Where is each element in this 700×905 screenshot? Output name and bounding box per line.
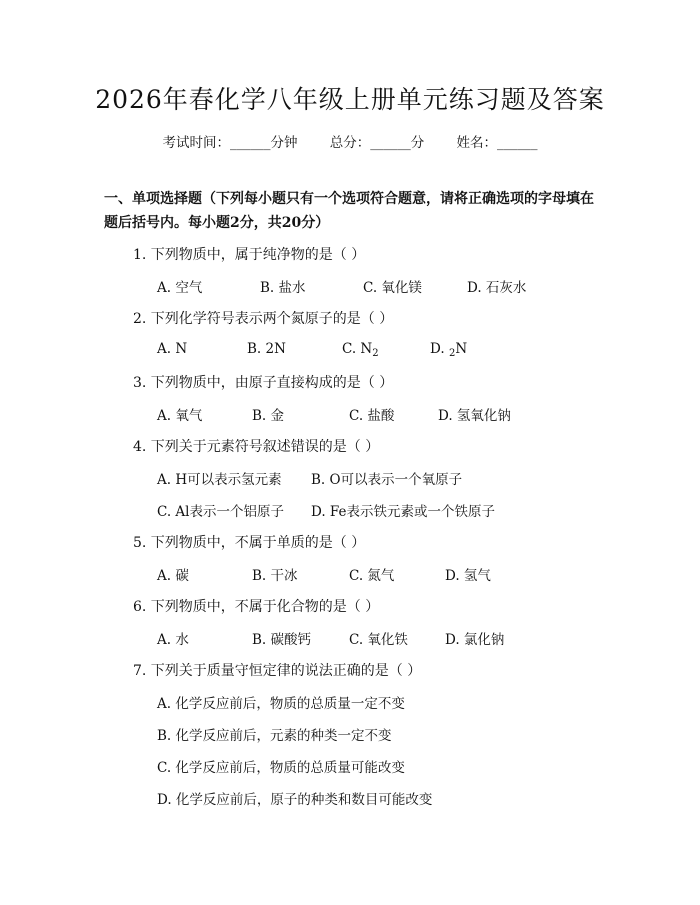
- question-7-option-b: B. 化学反应前后，元素的种类一定不变: [157, 728, 392, 744]
- question-1-option-c: C. 氧化镁: [363, 280, 422, 296]
- question-2-option-c-text: C. N: [342, 341, 373, 357]
- question-7-stem: 7. 下列关于质量守恒定律的说法正确的是（ ）: [133, 663, 422, 679]
- question-2-option-b: B. 2N: [247, 341, 286, 357]
- exam-meta: [0, 131, 700, 151]
- question-3-option-d: D. 氢氧化钠: [438, 408, 511, 424]
- question-7-option-c: C. 化学反应前后，物质的总质量可能改变: [157, 760, 405, 776]
- section-heading: 一、单项选择题（下列每小题只有一个选项符合题意，请将正确选项的字母填在题后括号内。每小题2分，共20分）: [104, 191, 594, 231]
- question-1-option-b: B. 盐水: [260, 280, 306, 296]
- total-score-field: 总分：______分: [329, 135, 425, 151]
- question-6-option-a: A. 水: [157, 632, 189, 648]
- question-3-stem: 3. 下列物质中，由原子直接构成的是（ ）: [133, 375, 394, 391]
- question-6-option-c: C. 氧化铁: [349, 632, 408, 648]
- question-4-stem: 4. 下列关于元素符号叙述错误的是（ ）: [133, 439, 380, 455]
- question-4-option-b: B. O可以表示一个氧原子: [311, 472, 463, 488]
- question-1-option-a: A. 空气: [157, 280, 203, 296]
- question-5-stem: 5. 下列物质中，不属于单质的是（ ）: [133, 535, 366, 551]
- question-1-option-d: D. 石灰水: [467, 280, 527, 296]
- question-2-option-c-subscript: 2: [372, 348, 379, 359]
- question-2-option-d: [430, 341, 467, 357]
- question-5-option-a: A. 碳: [157, 568, 189, 584]
- question-6-option-b: B. 碳酸钙: [252, 632, 312, 648]
- question-4-option-c: C. Al表示一个铝原子: [157, 504, 284, 520]
- question-6-option-d: D. 氯化钠: [445, 632, 505, 648]
- question-1-stem: 1. 下列物质中，属于纯净物的是（ ）: [133, 247, 366, 263]
- question-2-option-c: [342, 341, 379, 357]
- question-2-option-a: A. N: [157, 341, 188, 357]
- question-2-option-d-tail: N: [455, 341, 468, 357]
- question-2-option-d-text: D.: [430, 341, 449, 357]
- question-2-option-d-subscript: 2: [448, 348, 456, 359]
- question-5-option-c: C. 氮气: [349, 568, 395, 584]
- question-7-option-a: A. 化学反应前后，物质的总质量一定不变: [157, 696, 405, 712]
- question-5-option-d: D. 氢气: [445, 568, 491, 584]
- question-3-option-a: A. 氧气: [157, 408, 203, 424]
- question-6-stem: 6. 下列物质中，不属于化合物的是（ ）: [133, 599, 380, 615]
- exam-time-field: 考试时间：______分钟: [162, 135, 298, 151]
- question-4-option-a: A. H可以表示氢元素: [157, 472, 282, 488]
- question-2-stem: 2. 下列化学符号表示两个氮原子的是（ ）: [133, 311, 394, 327]
- question-7-option-d: D. 化学反应前后，原子的种类和数目可能改变: [157, 792, 433, 808]
- question-5-option-b: B. 干冰: [252, 568, 298, 584]
- question-4-option-d: D. Fe表示铁元素或一个铁原子: [311, 504, 496, 520]
- question-3-option-b: B. 金: [252, 408, 285, 424]
- question-3-option-c: C. 盐酸: [349, 408, 395, 424]
- page-title: 2026年春化学八年级上册单元练习题及答案: [95, 85, 605, 114]
- student-name-field: 姓名：______: [456, 135, 538, 151]
